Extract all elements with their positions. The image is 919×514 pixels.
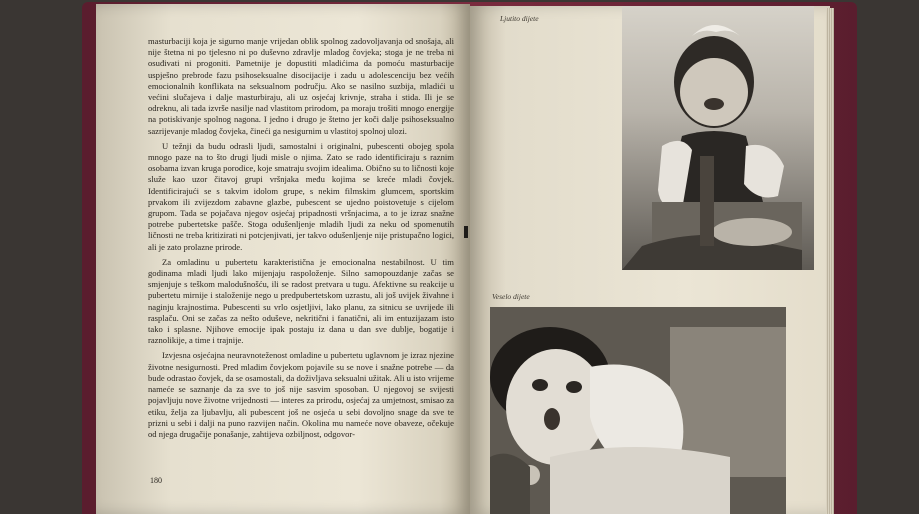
paragraph: Izvjesna osjećajna neuravnoteženost omladine u pubertetu uglavnom je izraz njezine životne nesigurnosti. Pred mladim čovjekom pojavile su se nove i snažne potrebe — da bude odrastao čovjek, da se osamostali, da doživljava seksualni užitak. Ali u isto vrijeme nameće se saznanje da za sve to još nije sasvim sposoban. U njegovoj se svijesti pojavljuju nove životne vrijednosti — interes za prirodu, osjećaj za umjetnost, smisao za etiku, želja za ljubavlju, ali pubescent još ne osjeća u sebi dovoljno snage da sve te prizni u sebi i dalji na puno razvijen način. Okolina mu nameće nove obaveze, očekuje od njega drugačije ponašanje, zahtijeva ozbiljnost, odgovor-	[148, 350, 454, 439]
photo-happy-child	[490, 307, 786, 514]
page-number: 180	[150, 476, 162, 485]
photo-caption-top: Ljutito dijete	[500, 14, 539, 23]
paragraph: U težnji da budu odrasli ljudi, samostalni i originalni, pubescenti obojeg spola mnogo paze na to što drugi ljudi misle o njima. Zato se rado identificiraju s raznim osobama izvan kruga porodice, koje smatraju svojim idealima. Obično su to ličnosti koje služe kao uzor čitavoj grupi vršnjaka među kojima se kreće mladi čovjek. Identificirajući se s takvim idolom grupe, s nekim filmskim glumcem, sportskim prvakom ili zvijezdom zabavne glazbe, pubescent se ujedno poistovetuje s cijelom grupom. Tada se pojačava njegov osjećaj pripadnosti vršnjacima, a to je izraz snažne potrebe pubertetske pašče. Stoga odušenljenje mladih ljudi za neku od spomenutih ličnosti ne treba kritizirati ni potcjenjivati, jer takvo odušenljenje nije pristupačno logici, ali je zato prolazne prirode.	[148, 140, 454, 252]
bookmark-tab	[464, 226, 468, 238]
page-edges	[826, 8, 834, 514]
left-page-text	[148, 36, 454, 444]
paragraph: Za omladinu u pubertetu karakteristična je emocionalna nestabilnost. U tim godinama mladi ljudi lako mijenjaju raspoloženje. Silno samopouzdanje začas se smjenjuje s teškom malodušnošću, ili se radost pretvara u tugu. Afektivne su reakcije u pubertetu mirnije i staloženije nego u predpubertetskom uzrastu, ali još uvijek živahne i naginju krajnostima. Pubescenti su vrlo osjetljivi, lako planu, za sitnicu se uvrijede ili rasplaču. Oni se začas za nešto oduševe, nekritični i fanatični, ali im entuzijazam isto tako i splasne. Njihove emocije ipak postaju iz dana u dan sve dublje, bogatije i raznolikije, a time i trajnije.	[148, 256, 454, 346]
photo-crying-child	[622, 6, 814, 270]
paragraph: masturbaciji koja je sigurno manje vrijedan oblik spolnog zadovoljavanja od snošaja, ali nije štetna ni po tjelesno ni po duševno zdravlje mladog čovjeka; stoga je ne treba ni osuđivati ni progoniti. Pametnije je dopustiti mladićima da pomoću masturbacije uspješno prebrode fazu psihoseksualne disocijacije i zadu u adolescenciju bez većih emocionalnih konflikata na seksualnom području. Ako se nasilno suzbija, mladići u većini slučajeva i dalje masturbiraju, ali uz osjećaj krivnje, straha i stida. Ili je se odreknu, ali tada izvrše nasilje nad vlastitom prirodom, pa moraju trošiti mnogo energije na potiskivanje spolnog nagona. I jedno i drugo je štetno jer koči dalje psihoseksualno sazrijevanje mladog čovjeka, čineći ga nesigurnim u vlastitoj spolnoj ulozi.	[148, 36, 454, 136]
photo-caption-bottom: Veselo dijete	[492, 292, 530, 301]
